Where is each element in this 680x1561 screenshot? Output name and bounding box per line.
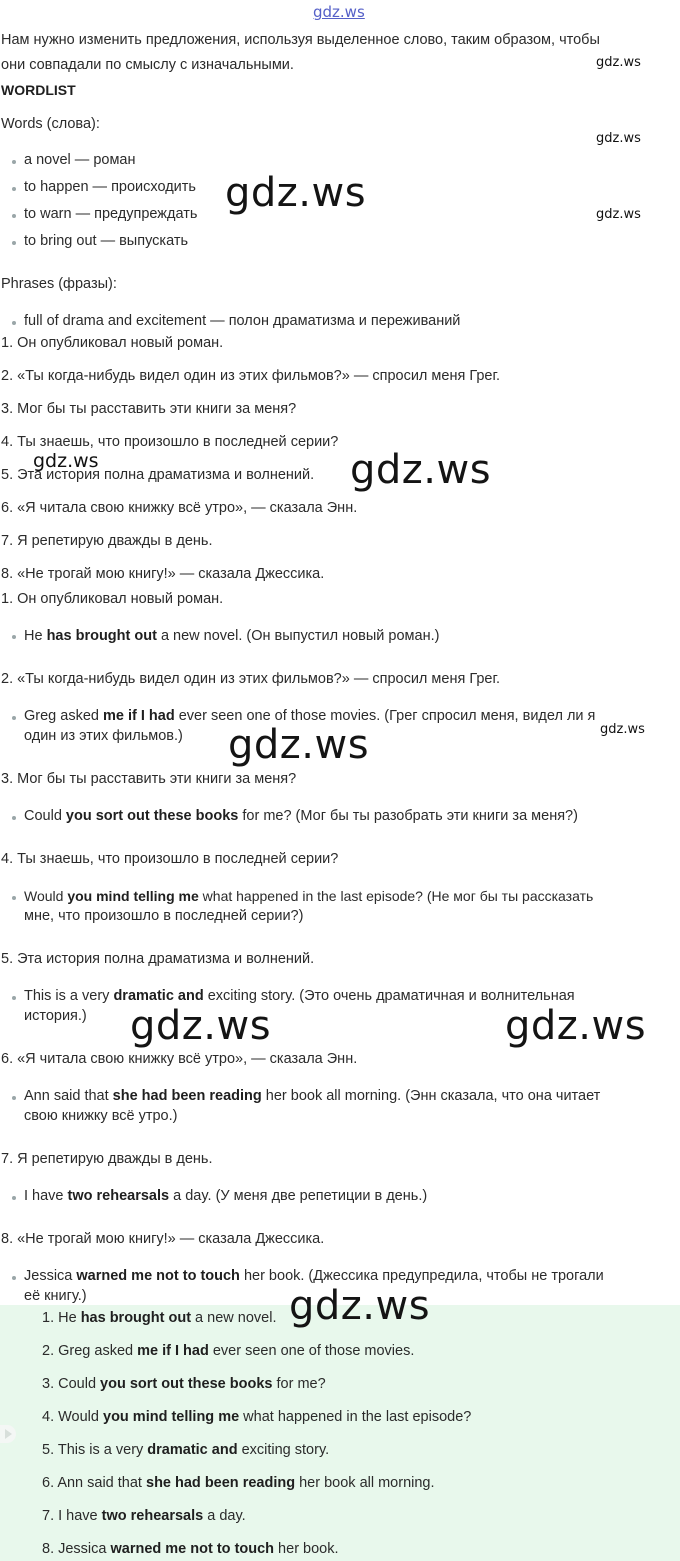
explained-line: Jessica warned me not to touch her book. (Джессика предупредила, чтобы не трогали: [24, 1268, 604, 1284]
explained-question: 4. Ты знаешь, что произошло в последней серии?: [1, 851, 339, 867]
word-item: to warn — предупреждать: [24, 206, 198, 222]
answer-line: 2. Greg asked me if I had ever seen one of those movies.: [42, 1343, 415, 1359]
wordlist-heading: WORDLIST: [1, 82, 76, 98]
explained-line: He has brought out a new novel. (Он выпустил новый роман.): [24, 628, 440, 644]
task-item: 6. «Я читала свою книжку всё утро», — сказала Энн.: [1, 500, 358, 516]
bullet: [12, 896, 16, 900]
site-link[interactable]: gdz.ws: [313, 3, 365, 21]
phrase-item: full of drama and excitement — полон драматизма и переживаний: [24, 313, 461, 329]
explained-line: один из этих фильмов.): [24, 728, 183, 744]
watermark: gdz.ws: [225, 170, 367, 216]
explained-question: 3. Мог бы ты расставить эти книги за меня?: [1, 771, 297, 787]
explained-question: 2. «Ты когда-нибудь видел один из этих фильмов?» — спросил меня Грег.: [1, 671, 501, 687]
watermark: gdz.ws: [289, 1283, 431, 1329]
task-item: 1. Он опубликовал новый роман.: [1, 335, 224, 351]
bullet: [12, 214, 16, 218]
bullet: [12, 635, 16, 639]
answer-line: 8. Jessica warned me not to touch her book.: [42, 1541, 339, 1557]
explained-question: 6. «Я читала свою книжку всё утро», — сказала Энн.: [1, 1051, 358, 1067]
task-item: 4. Ты знаешь, что произошло в последней серии?: [1, 434, 339, 450]
watermark: gdz.ws: [596, 207, 641, 222]
explained-question: 1. Он опубликовал новый роман.: [1, 591, 224, 607]
bullet: [12, 1096, 16, 1100]
task-item: 3. Мог бы ты расставить эти книги за меня?: [1, 401, 297, 417]
explained-line: I have two rehearsals a day. (У меня две репетиции в день.): [24, 1188, 428, 1204]
explained-question: 7. Я репетирую дважды в день.: [1, 1151, 213, 1167]
explained-line: свою книжку всё утро.): [24, 1108, 178, 1124]
bullet: [12, 241, 16, 245]
watermark: gdz.ws: [505, 1003, 647, 1049]
bullet: [12, 1196, 16, 1200]
watermark: gdz.ws: [596, 131, 641, 146]
task-item: 8. «Не трогай мою книгу!» — сказала Джессика.: [1, 566, 325, 582]
answer-line: 6. Ann said that she had been reading her book all morning.: [42, 1475, 435, 1491]
word-item: a novel — роман: [24, 152, 136, 168]
bullet: [12, 716, 16, 720]
explained-line: Ann said that she had been reading her book all morning. (Энн сказала, что она читает: [24, 1088, 601, 1104]
bullet: [12, 321, 16, 325]
watermark: gdz.ws: [596, 55, 641, 70]
watermark: gdz.ws: [350, 447, 492, 493]
explained-line: Greg asked me if I had ever seen one of those movies. (Грег спросил меня, видел ли я: [24, 708, 596, 724]
bullet: [12, 996, 16, 1000]
word-item: to bring out — выпускать: [24, 233, 189, 249]
answer-line: 7. I have two rehearsals a day.: [42, 1508, 246, 1524]
phrases-heading: Phrases (фразы):: [1, 276, 117, 292]
explained-question: 5. Эта история полна драматизма и волнений.: [1, 951, 315, 967]
intro-line-2: они совпадали по смыслу с изначальными.: [1, 57, 294, 73]
bullet: [12, 816, 16, 820]
explained-question: 8. «Не трогай мою книгу!» — сказала Джессика.: [1, 1231, 325, 1247]
word-item: to happen — происходить: [24, 179, 196, 195]
words-heading: Words (слова):: [1, 116, 100, 132]
explained-line: Could you sort out these books for me? (Мог бы ты разобрать эти книги за меня?): [24, 808, 578, 824]
answer-line: 5. This is a very dramatic and exciting story.: [42, 1442, 330, 1458]
watermark: gdz.ws: [33, 450, 99, 472]
bullet: [12, 160, 16, 164]
intro-line-1: Нам нужно изменить предложения, используя выделенное слово, таким образом, чтобы: [1, 32, 600, 48]
watermark: gdz.ws: [228, 722, 370, 768]
bullet: [12, 187, 16, 191]
task-item: 2. «Ты когда-нибудь видел один из этих фильмов?» — спросил меня Грег.: [1, 368, 501, 384]
explained-line: This is a very dramatic and exciting story. (Это очень драматичная и волнительная: [24, 988, 575, 1004]
bullet: [12, 1276, 16, 1280]
watermark: gdz.ws: [600, 722, 645, 737]
task-item: 5. Эта история полна драматизма и волнений.: [1, 467, 315, 483]
answer-line: 4. Would you mind telling me what happened in the last episode?: [42, 1409, 472, 1425]
explained-line: её книгу.): [24, 1288, 87, 1304]
answer-line: 1. He has brought out a new novel.: [42, 1310, 277, 1326]
explained-line: мне, что произошло в последней серии?): [24, 908, 304, 924]
task-item: 7. Я репетирую дважды в день.: [1, 533, 213, 549]
answer-line: 3. Could you sort out these books for me?: [42, 1376, 326, 1392]
watermark: gdz.ws: [130, 1003, 272, 1049]
explained-line: Would you mind telling me what happened in the last episode? (Не мог бы ты рассказать: [24, 888, 594, 904]
explained-line: история.): [24, 1008, 87, 1024]
